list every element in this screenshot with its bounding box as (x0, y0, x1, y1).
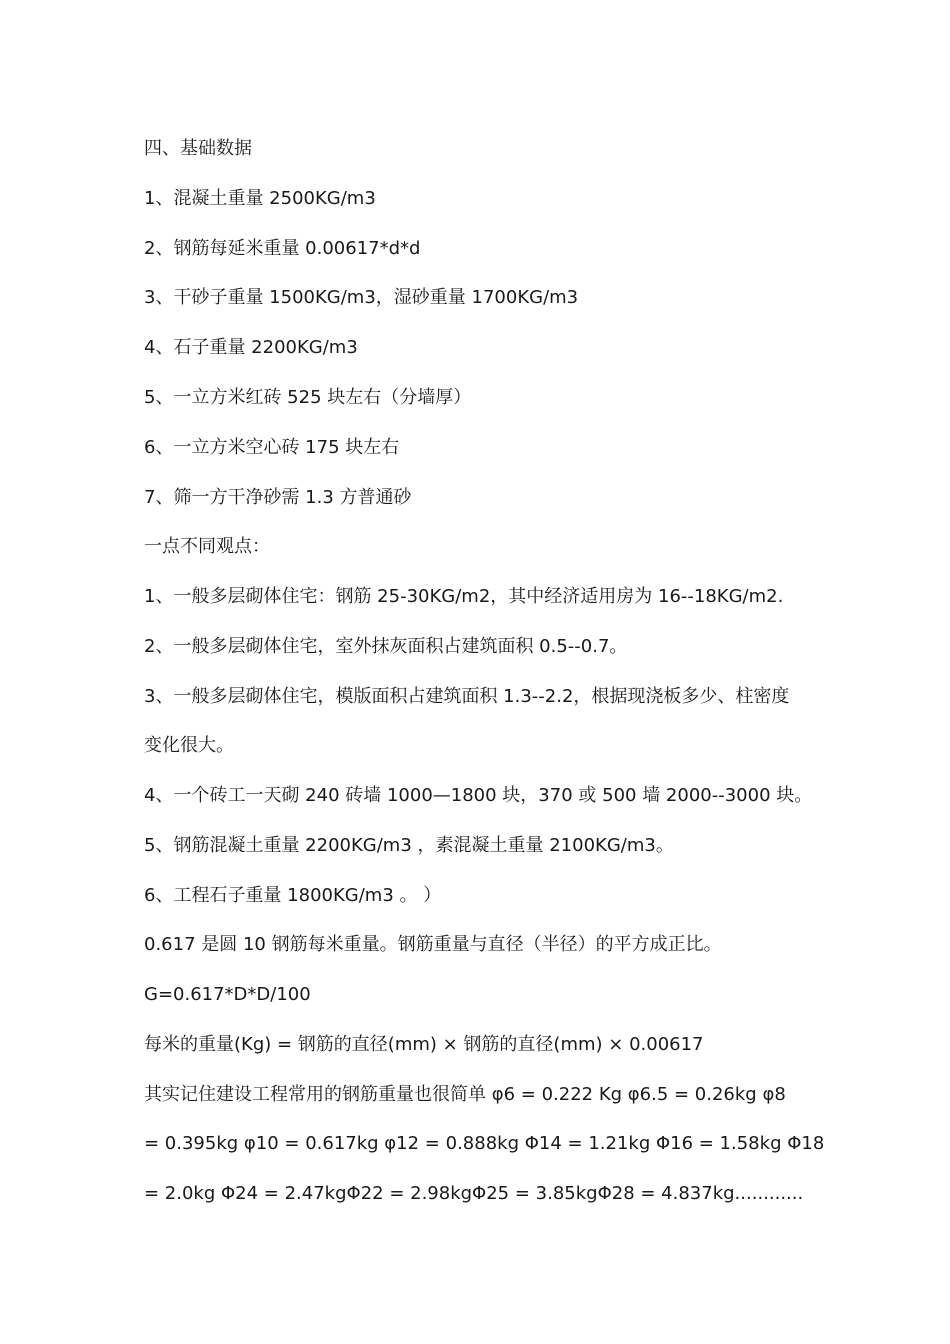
text-line: 变化很大。 (144, 735, 234, 756)
text-line: 6、一立方米空心砖 175 块左右 (144, 437, 400, 458)
text-line: = 0.395kg φ10 = 0.617kg φ12 = 0.888kg Φ14 = 1.21kg Φ16 = 1.58kg Φ18 (144, 1133, 825, 1154)
text-line: = 2.0kg Φ24 = 2.47kgΦ22 = 2.98kgΦ25 = 3.85kgΦ28 = 4.837kg............ (144, 1183, 804, 1204)
text-line: 6、工程石子重量 1800KG/m3 。 ） (144, 885, 442, 906)
text-line: 5、钢筋混凝土重量 2200KG/m3 ，素混凝土重量 2100KG/m3。 (144, 835, 674, 856)
text-line: 3、一般多层砌体住宅，模版面积占建筑面积 1.3--2.2，根据现浇板多少、柱密度 (144, 686, 790, 707)
section-heading: 四、基础数据 (144, 138, 252, 159)
text-line: 4、石子重量 2200KG/m3 (144, 337, 358, 358)
text-line: 2、钢筋每延米重量 0.00617*d*d (144, 238, 421, 259)
text-line: 1、混凝土重量 2500KG/m3 (144, 188, 376, 209)
text-line: 0.617 是圆 10 钢筋每米重量。钢筋重量与直径（半径）的平方成正比。 (144, 934, 722, 955)
formula-line: 每米的重量(Kg) = 钢筋的直径(mm) × 钢筋的直径(mm) × 0.00617 (144, 1034, 704, 1055)
text-line: 3、干砂子重量 1500KG/m3，湿砂重量 1700KG/m3 (144, 287, 579, 308)
formula-line: G=0.617*D*D/100 (144, 984, 311, 1005)
text-line: 1、一般多层砌体住宅：钢筋 25-30KG/m2，其中经济适用房为 16--18KG/m2. (144, 586, 784, 607)
text-line: 2、一般多层砌体住宅，室外抹灰面积占建筑面积 0.5--0.7。 (144, 636, 628, 657)
text-line: 5、一立方米红砖 525 块左右（分墙厚） (144, 387, 472, 408)
text-line: 其实记住建设工程常用的钢筋重量也很简单 φ6 = 0.222 Kg φ6.5 = 0.26kg φ8 (144, 1084, 786, 1105)
subheading: 一点不同观点： (144, 536, 270, 557)
text-line: 4、一个砖工一天砌 240 砖墙 1000—1800 块，370 或 500 墙 2000--3000 块。 (144, 785, 813, 806)
text-line: 7、筛一方干净砂需 1.3 方普通砂 (144, 487, 412, 508)
